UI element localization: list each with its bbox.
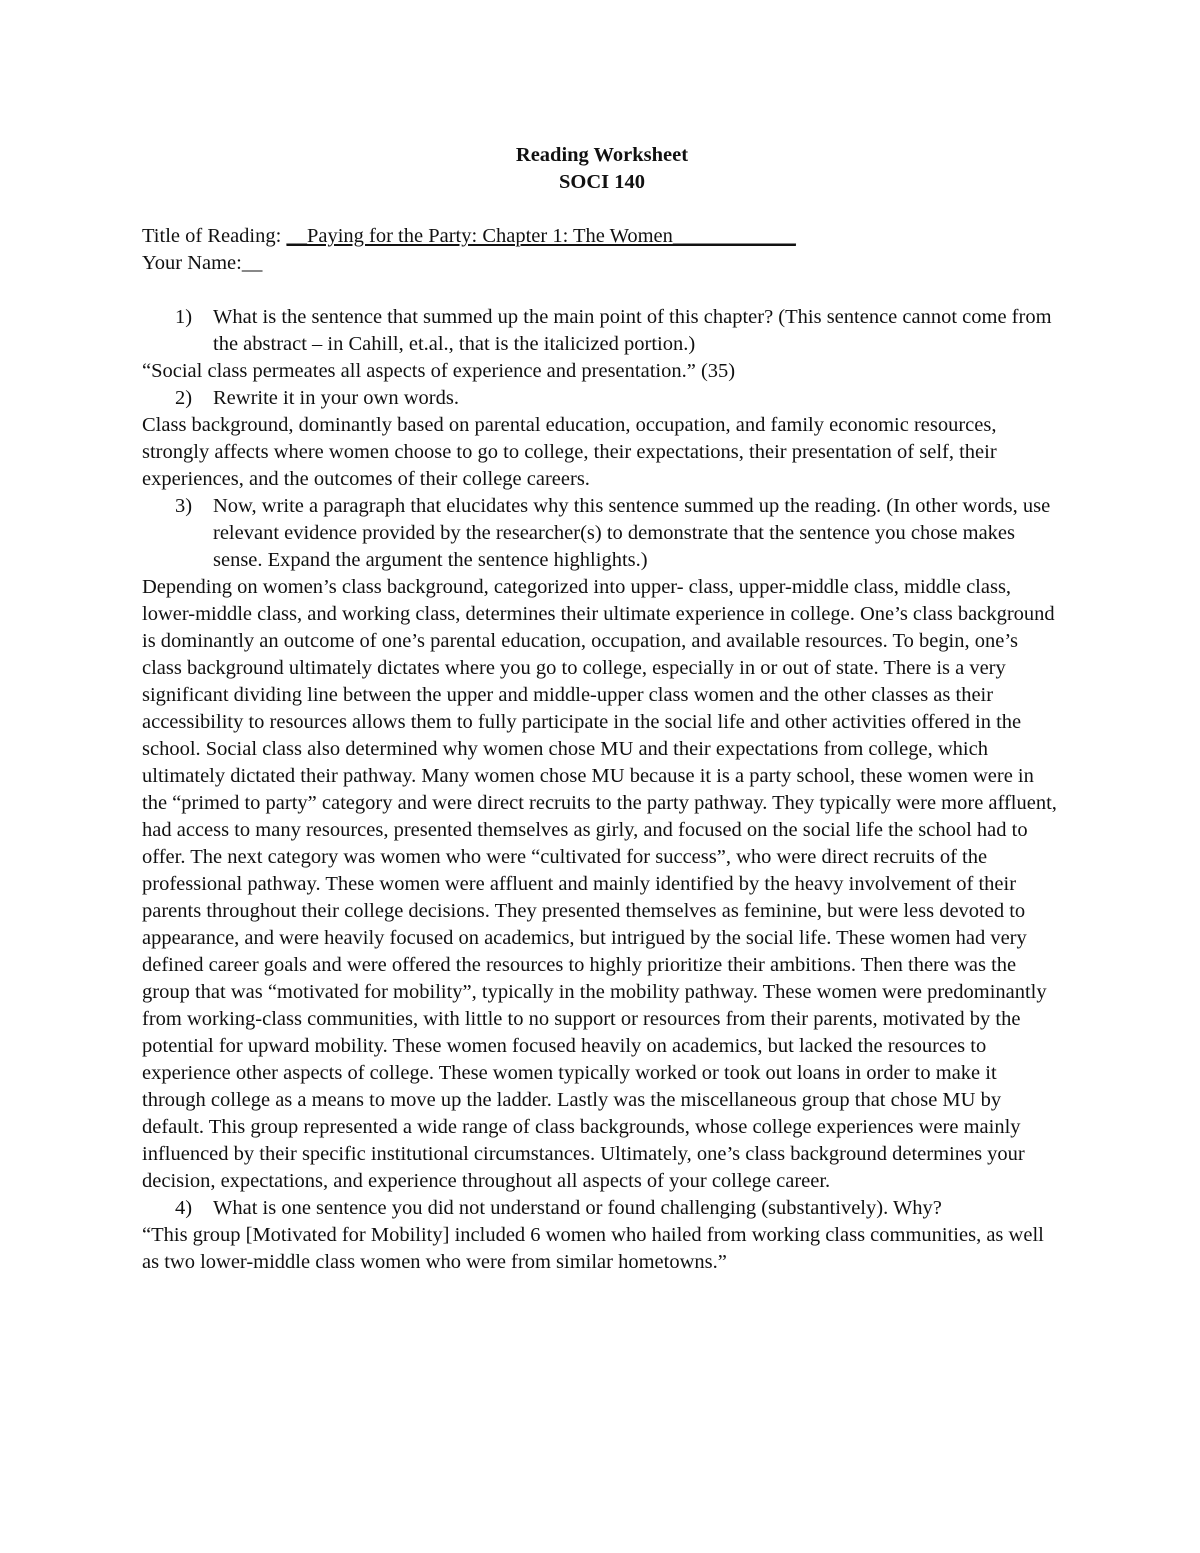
spacer bbox=[142, 196, 1062, 223]
question-number: 4) bbox=[175, 1197, 193, 1219]
answer-3: Depending on women’s class background, categorized into upper- class, upper-middle class, middle class, lower-middle class, and working class, determines their ultimate experience in college. One’s class background is dominantly an outcome of one’s parental education, occupation, and available resources. To begin, one’s class background ultimately dictates where you go to college, especially in or out of state. There is a very significant dividing line between the upper and middle-upper class women and the other classes as their accessibility to resources allows them to fully participate in the social life and other activities offered in the school. Social class also determined why women chose MU and their expectations from college, which ultimately dictated their pathway. Many women chose MU because it is a party school, these women were in the “primed to party” category and were direct recruits to the party pathway. They typically were more affluent, had access to many resources, presented themselves as girly, and focused on the social life the school had to offer. The next category was women who were “cultivated for success”, who were direct recruits of the professional pathway. These women were affluent and mainly identified by the heavy involvement of their parents throughout their college decisions. They presented themselves as feminine, but were less devoted to appearance, and were heavily focused on academics, but intrigued by the social life. These women had very defined career goals and were offered the resources to highly prioritize their ambitions. Then there was the group that was “motivated for mobility”, typically in the mobility pathway. These women were predominantly from working-class communities, with little to no support or resources from their parents, motivated by the potential for upward mobility. These women focused heavily on academics, but lacked the resources to experience other aspects of college. These women typically worked or took out loans in order to make it through college as a means to move up the ladder. Lastly was the miscellaneous group that chose MU by default. This group represented a wide range of class backgrounds, whose college experiences were mainly influenced by their specific institutional circumstances. Ultimately, one’s class background determines your decision, expectations, and experience throughout all aspects of your college career. bbox=[142, 576, 1057, 1192]
reading-title-value: __Paying for the Party: Chapter 1: The Women____________ bbox=[286, 225, 796, 247]
reading-title-field bbox=[142, 223, 1062, 250]
your-name-value: __ bbox=[241, 252, 263, 274]
your-name-field bbox=[142, 250, 1062, 277]
answer-1: “Social class permeates all aspects of experience and presentation.” (35) bbox=[142, 360, 736, 382]
question-3 bbox=[142, 493, 1062, 574]
worksheet-title: Reading Worksheet bbox=[515, 144, 689, 166]
answer-4: “This group [Motivated for Mobility] included 6 women who hailed from working class communities, as well as two lower-middle class women who were from similar hometowns.” bbox=[142, 1224, 1044, 1273]
spacer bbox=[142, 277, 1062, 304]
question-4 bbox=[142, 1195, 1062, 1222]
question-prompt: Rewrite it in your own words. bbox=[213, 387, 459, 409]
question-number: 3) bbox=[175, 495, 193, 517]
course-code: SOCI 140 bbox=[558, 171, 645, 193]
worksheet-header bbox=[142, 142, 1062, 196]
question-number: 2) bbox=[175, 387, 193, 409]
question-prompt: What is one sentence you did not understand or found challenging (substantively). Why? bbox=[213, 1197, 942, 1219]
answer-2: Class background, dominantly based on parental education, occupation, and family economic resources, strongly affects where women choose to go to college, their expectations, their presentation of self, their experiences, and the outcomes of their college careers. bbox=[142, 414, 997, 490]
your-name-label: Your Name: bbox=[142, 252, 242, 274]
question-2 bbox=[142, 385, 1062, 412]
worksheet-page bbox=[142, 142, 1062, 1276]
question-prompt: What is the sentence that summed up the main point of this chapter? (This sentence cannot come from the abstract – in Cahill, et.al., that is the italicized portion.) bbox=[213, 306, 1052, 355]
question-prompt: Now, write a paragraph that elucidates why this sentence summed up the reading. (In other words, use relevant evidence provided by the researcher(s) to demonstrate that the sentence you chose makes sense. Expand the argument the sentence highlights.) bbox=[213, 495, 1051, 571]
question-1 bbox=[142, 304, 1062, 358]
question-number: 1) bbox=[175, 306, 193, 328]
reading-title-label: Title of Reading: bbox=[142, 225, 287, 247]
